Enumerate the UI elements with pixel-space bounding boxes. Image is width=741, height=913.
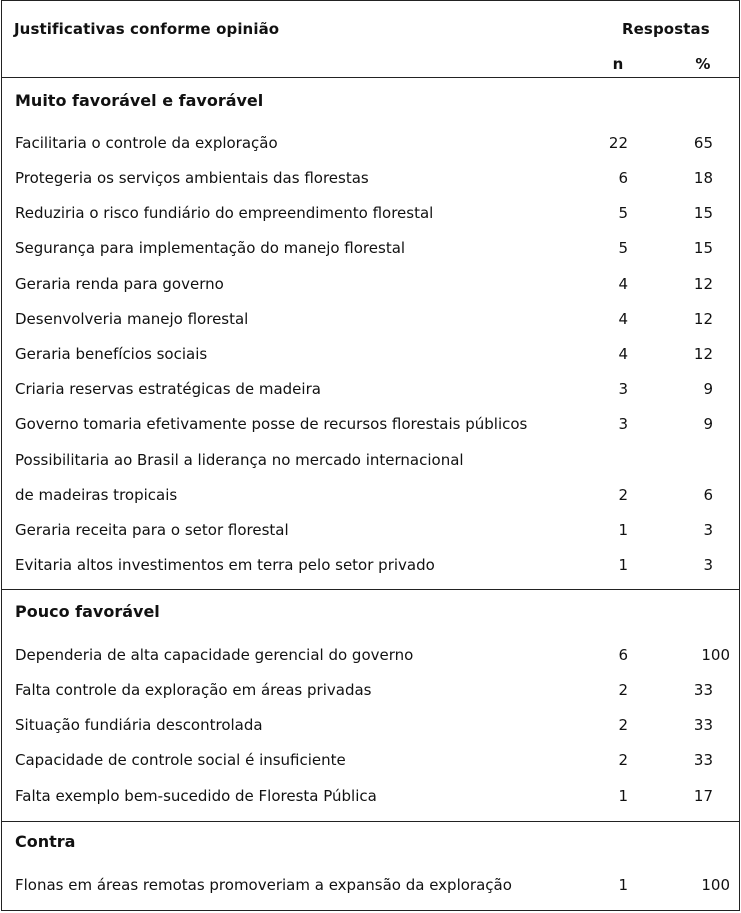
row-n: 6	[618, 169, 628, 187]
table-row	[2, 204, 739, 239]
header-pct: %	[695, 55, 711, 73]
row-n: 1	[618, 787, 628, 805]
row-pct: 17	[693, 787, 713, 805]
row-label: Criaria reservas estratégicas de madeira	[15, 380, 321, 398]
table-row	[2, 556, 739, 591]
row-pct: 3	[703, 556, 713, 574]
row-label: Geraria renda para governo	[15, 275, 224, 293]
row-label: Desenvolveria manejo florestal	[15, 310, 249, 328]
section-title-low-favorable: Pouco favorável	[15, 602, 160, 621]
row-n: 1	[618, 521, 628, 539]
row-pct: 33	[693, 681, 713, 699]
row-pct: 33	[693, 716, 713, 734]
row-n: 22	[608, 134, 628, 152]
table-row	[2, 876, 739, 911]
table-row	[2, 415, 739, 450]
row-n: 5	[618, 204, 628, 222]
table-row	[2, 751, 739, 786]
row-label: Governo tomaria efetivamente posse de recursos florestais públicos	[15, 415, 528, 433]
row-pct: 12	[693, 310, 713, 328]
row-label: Reduziria o risco fundiário do empreendimento florestal	[15, 204, 434, 222]
row-pct: 9	[703, 380, 713, 398]
table-row	[2, 681, 739, 716]
section-title-against: Contra	[15, 832, 76, 851]
row-pct: 3	[703, 521, 713, 539]
row-pct: 100	[701, 876, 730, 894]
row-label: Falta exemplo bem-sucedido de Floresta Pública	[15, 787, 377, 805]
table-row	[2, 787, 739, 822]
header-n: n	[612, 55, 624, 73]
row-label: Falta controle da exploração em áreas privadas	[15, 681, 372, 699]
row-label: Capacidade de controle social é insuficiente	[15, 751, 346, 769]
row-n: 2	[618, 486, 628, 504]
row-n: 2	[618, 681, 628, 699]
row-label: Protegeria os serviços ambientais das florestas	[15, 169, 369, 187]
row-pct: 12	[693, 275, 713, 293]
table-row	[2, 275, 739, 310]
row-pct: 15	[693, 204, 713, 222]
table-row	[2, 716, 739, 751]
row-n: 4	[618, 345, 628, 363]
table-row	[2, 239, 739, 274]
header-justifications: Justificativas conforme opinião	[14, 20, 280, 38]
row-label: de madeiras tropicais	[15, 486, 178, 504]
table-row	[2, 451, 739, 486]
section-title-favorable: Muito favorável e favorável	[15, 91, 264, 110]
section-divider	[2, 821, 739, 822]
row-pct: 12	[693, 345, 713, 363]
row-n: 5	[618, 239, 628, 257]
row-label: Facilitaria o controle da exploração	[15, 134, 278, 152]
header-responses: Respostas	[622, 20, 710, 38]
row-n: 4	[618, 310, 628, 328]
table-row	[2, 310, 739, 345]
row-label: Dependeria de alta capacidade gerencial do governo	[15, 646, 414, 664]
row-pct: 18	[693, 169, 713, 187]
table-row	[2, 134, 739, 169]
table-row	[2, 646, 739, 681]
row-pct: 65	[693, 134, 713, 152]
row-label: Geraria benefícios sociais	[15, 345, 208, 363]
table-row	[2, 521, 739, 556]
row-n: 4	[618, 275, 628, 293]
row-pct: 100	[701, 646, 730, 664]
row-n: 3	[618, 415, 628, 433]
row-n: 3	[618, 380, 628, 398]
table-row	[2, 169, 739, 204]
row-n: 1	[618, 876, 628, 894]
row-pct: 33	[693, 751, 713, 769]
table-row	[2, 345, 739, 380]
table-row	[2, 486, 739, 521]
row-label: Segurança para implementação do manejo florestal	[15, 239, 406, 257]
row-label: Possibilitaria ao Brasil a liderança no mercado internacional	[15, 451, 464, 469]
row-pct: 15	[693, 239, 713, 257]
row-n: 6	[618, 646, 628, 664]
table-row	[2, 380, 739, 415]
row-label: Flonas em áreas remotas promoveriam a expansão da exploração	[15, 876, 512, 894]
row-n: 2	[618, 716, 628, 734]
row-label: Situação fundiária descontrolada	[15, 716, 263, 734]
row-n: 1	[618, 556, 628, 574]
header-divider	[2, 77, 739, 78]
row-label: Geraria receita para o setor florestal	[15, 521, 289, 539]
row-n: 2	[618, 751, 628, 769]
responses-table	[1, 0, 740, 911]
row-pct: 6	[703, 486, 713, 504]
row-pct: 9	[703, 415, 713, 433]
section-divider	[2, 589, 739, 590]
row-label: Evitaria altos investimentos em terra pelo setor privado	[15, 556, 435, 574]
